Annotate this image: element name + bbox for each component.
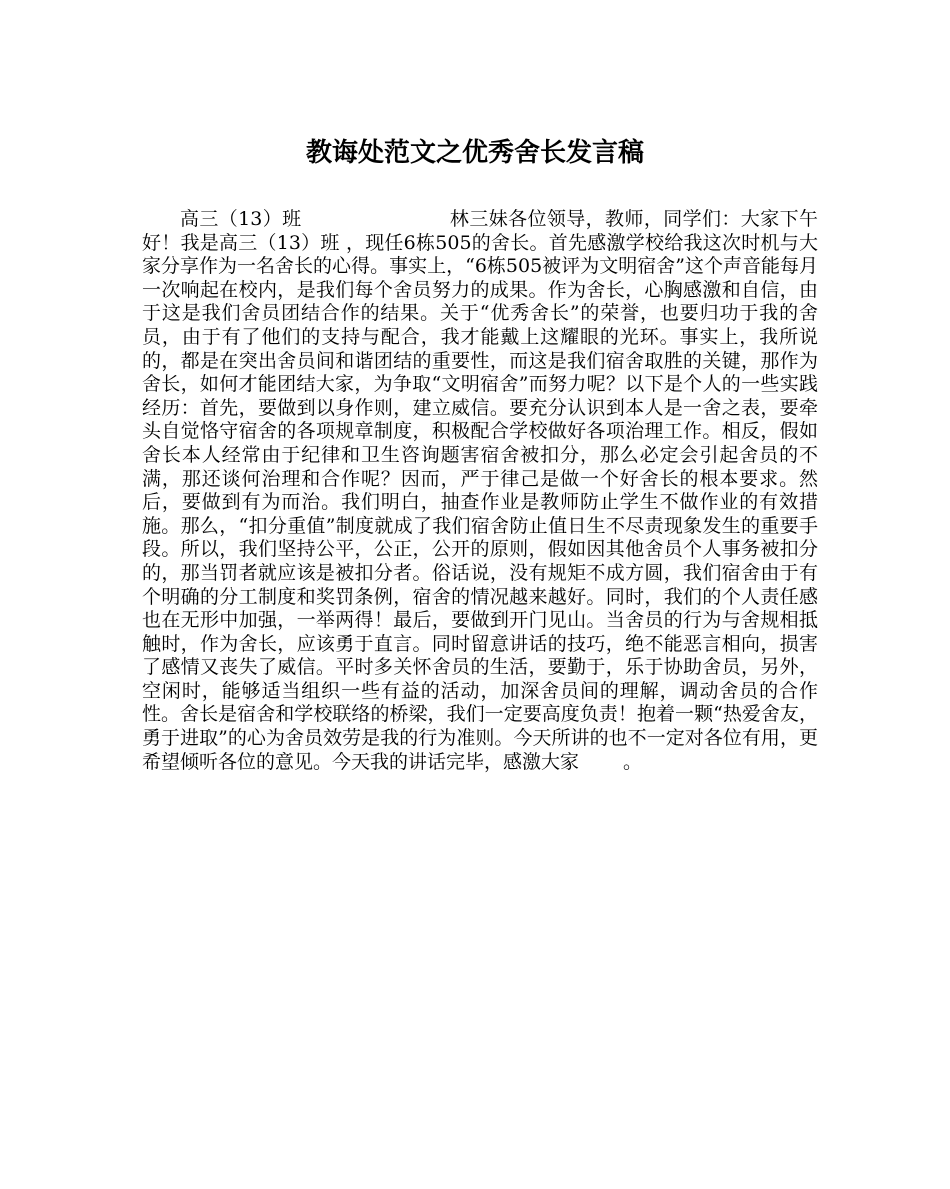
class-label: 高三（13）班 [180, 208, 302, 230]
speech-text: 林三妹各位领导，教师，同学们：大家下午好！我是高三（13）班 ，现任6栋505的舍长。首先感激学校给我这次时机与大家分享作为一名舍长的心得。事实上，“6栋505被评为文明宿舍”这个声音能每月一次响起在校内，是我们每个舍员努力的成果。作为舍长，心胸感激和自信，由于这是我们舍员团结合作的结果。关于“优秀舍长”的荣誉，也要归功于我的舍员，由于有了他们的支持与配合，我才能戴上这耀眼的光环。事实上，我所说的，都是在突出舍员间和谐团结的重要性，而这是我们宿舍取胜的关键，那作为舍长，如何才能团结大家，为争取“文明宿舍”而努力呢？以下是个人的一些实践经历：首先，要做到以身作则，建立威信。要充分认识到本人是一舍之表，要牵头自觉恪守宿舍的各项规章制度，积极配合学校做好各项治理工作。相反，假如舍长本人经常由于纪律和卫生咨询题害宿舍被扣分，那么必定会引起舍员的不满，那还谈何治理和合作呢？因而，严于律己是做一个好舍长的根本要求。然后，要做到有为而治。我们明白，抽查作业是教师防止学生不做作业的有效措施。那么，“扣分重值”制度就成了我们宿舍防止值日生不尽责现象发生的重要手段。所以，我们坚持公平，公正，公开的原则，假如因其他舍员个人事务被扣分的，那当罚者就应该是被扣分者。俗话说，没有规矩不成方圆，我们宿舍由于有个明确的分工制度和奖罚条例，宿舍的情况越来越好。同时，我们的个人责任感也在无形中加强，一举两得！最后，要做到开门见山。当舍员的行为与舍规相抵触时，作为舍长，应该勇于直言。同时留意讲话的技巧，绝不能恶言相向，损害了感情又丧失了威信。平时多关怀舍员的生活，要勤于，乐于协助舍员，另外，空闲时，能够适当组织一些有益的活动，加深舍员间的理解，调动舍员的合作性。舍长是宿舍和学校联络的桥梁，我们一定要高度负责！抱着一颗“热爱舍友，勇于进取”的心为舍员效劳是我的行为准则。今天所讲的也不一定对各位有用，更希望倾听各位的意见。今天我的讲话完毕，感激大家 [142, 208, 818, 773]
closing-mark: 。 [623, 750, 643, 773]
document-title: 教诲处范文之优秀舍长发言稿 [305, 138, 644, 168]
document-body [142, 208, 818, 774]
